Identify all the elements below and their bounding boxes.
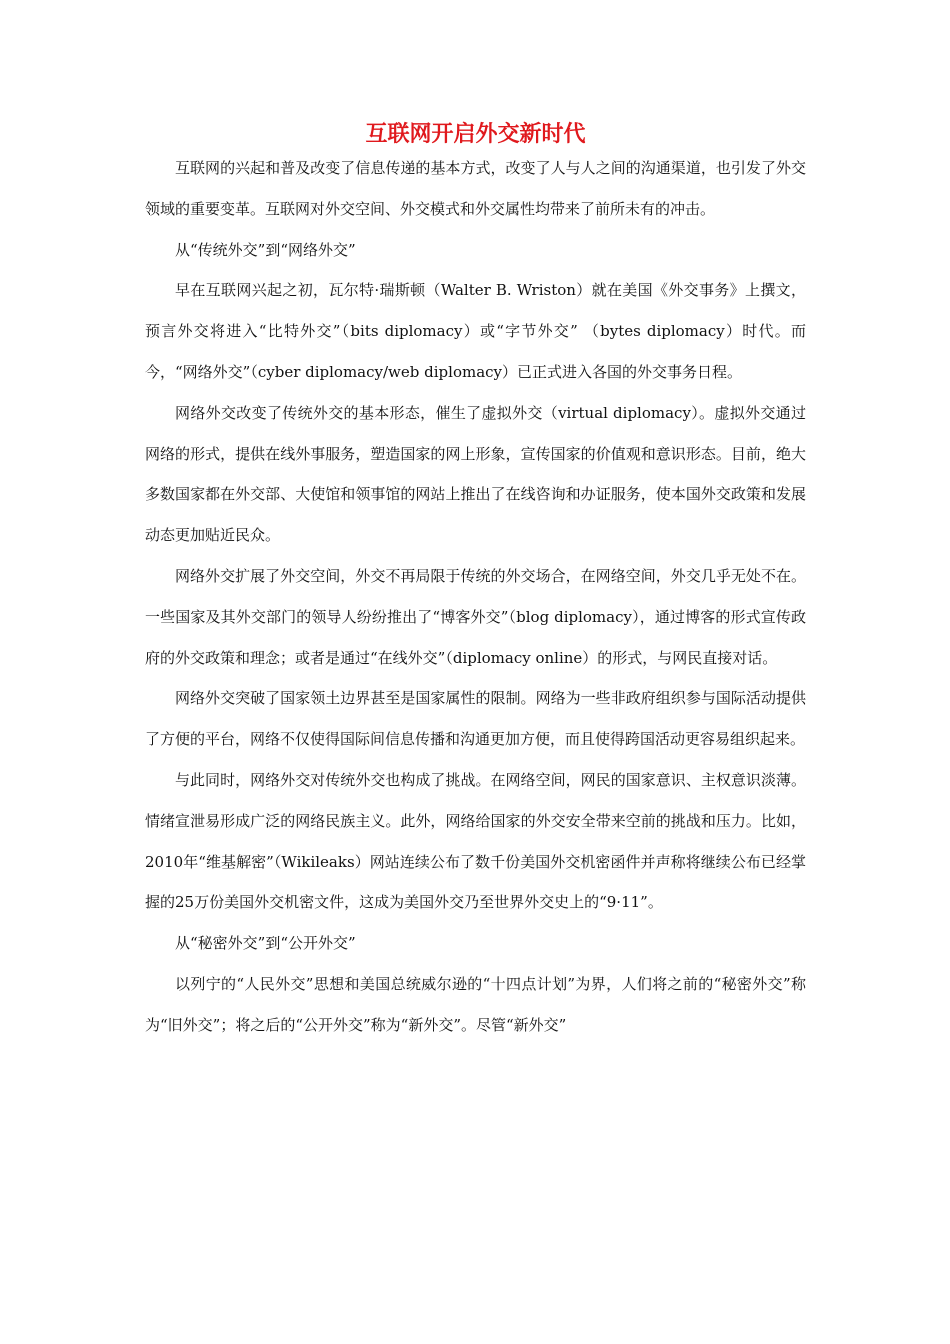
paragraph-challenges: 与此同时，网络外交对传统外交也构成了挑战。在网络空间，网民的国家意识、主权意识淡薄。情绪宣泄易形成广泛的网络民族主义。此外，网络给国家的外交安全带来空前的挑战和压力。比如，2010年“维基解密”（Wikileaks）网站连续公布了数千份美国外交机密函件并声称将继续公布已经掌握的25万份美国外交机密文件，这成为美国外交乃至世界外交史上的“9·11”。 bbox=[145, 770, 806, 912]
document-title: 互联网开启外交新时代 bbox=[365, 122, 586, 147]
paragraph-wriston: 早在互联网兴起之初，瓦尔特·瑞斯顿（Walter B. Wriston）就在美国《外交事务》上撰文，预言外交将进入“比特外交”（bits diplomacy）或“字节外交” （bytes diplomacy）时代。而今，“网络外交”（cyber diplomacy/web diplomacy）已正式进入各国的外交事务日程。 bbox=[145, 281, 806, 381]
paragraph-blog-diplomacy: 网络外交扩展了外交空间，外交不再局限于传统的外交场合，在网络空间，外交几乎无处不在。一些国家及其外交部门的领导人纷纷推出了“博客外交”（blog diplomacy），通过博客的形式宣传政府的外交政策和理念；或者是通过“在线外交”（diplomacy online）的形式，与网民直接对话。 bbox=[145, 566, 806, 667]
section-heading-open: 从“秘密外交”到“公开外交” bbox=[175, 934, 356, 953]
document-body bbox=[145, 148, 806, 1046]
paragraph-intro: 互联网的兴起和普及改变了信息传递的基本方式，改变了人与人之间的沟通渠道，也引发了外交领域的重要变革。互联网对外交空间、外交模式和外交属性均带来了前所未有的冲击。 bbox=[145, 159, 806, 218]
paragraph-virtual-diplomacy: 网络外交改变了传统外交的基本形态，催生了虚拟外交（virtual diplomacy）。虚拟外交通过网络的形式，提供在线外事服务，塑造国家的网上形象，宣传国家的价值观和意识形态。目前，绝大多数国家都在外交部、大使馆和领事馆的网站上推出了在线咨询和办证服务，使本国外交政策和发展动态更加贴近民众。 bbox=[145, 403, 806, 545]
paragraph-borders: 网络外交突破了国家领土边界甚至是国家属性的限制。网络为一些非政府组织参与国际活动提供了方便的平台，网络不仅使得国际间信息传播和沟通更加方便，而且使得跨国活动更容易组织起来。 bbox=[145, 689, 806, 749]
section-heading-cyber: 从“传统外交”到“网络外交” bbox=[175, 240, 356, 259]
paragraph-new-diplomacy: 以列宁的“人民外交”思想和美国总统威尔逊的“十四点计划”为界，人们将之前的“秘密外交”称为“旧外交”；将之后的“公开外交”称为“新外交”。尽管“新外交” bbox=[145, 974, 806, 1034]
